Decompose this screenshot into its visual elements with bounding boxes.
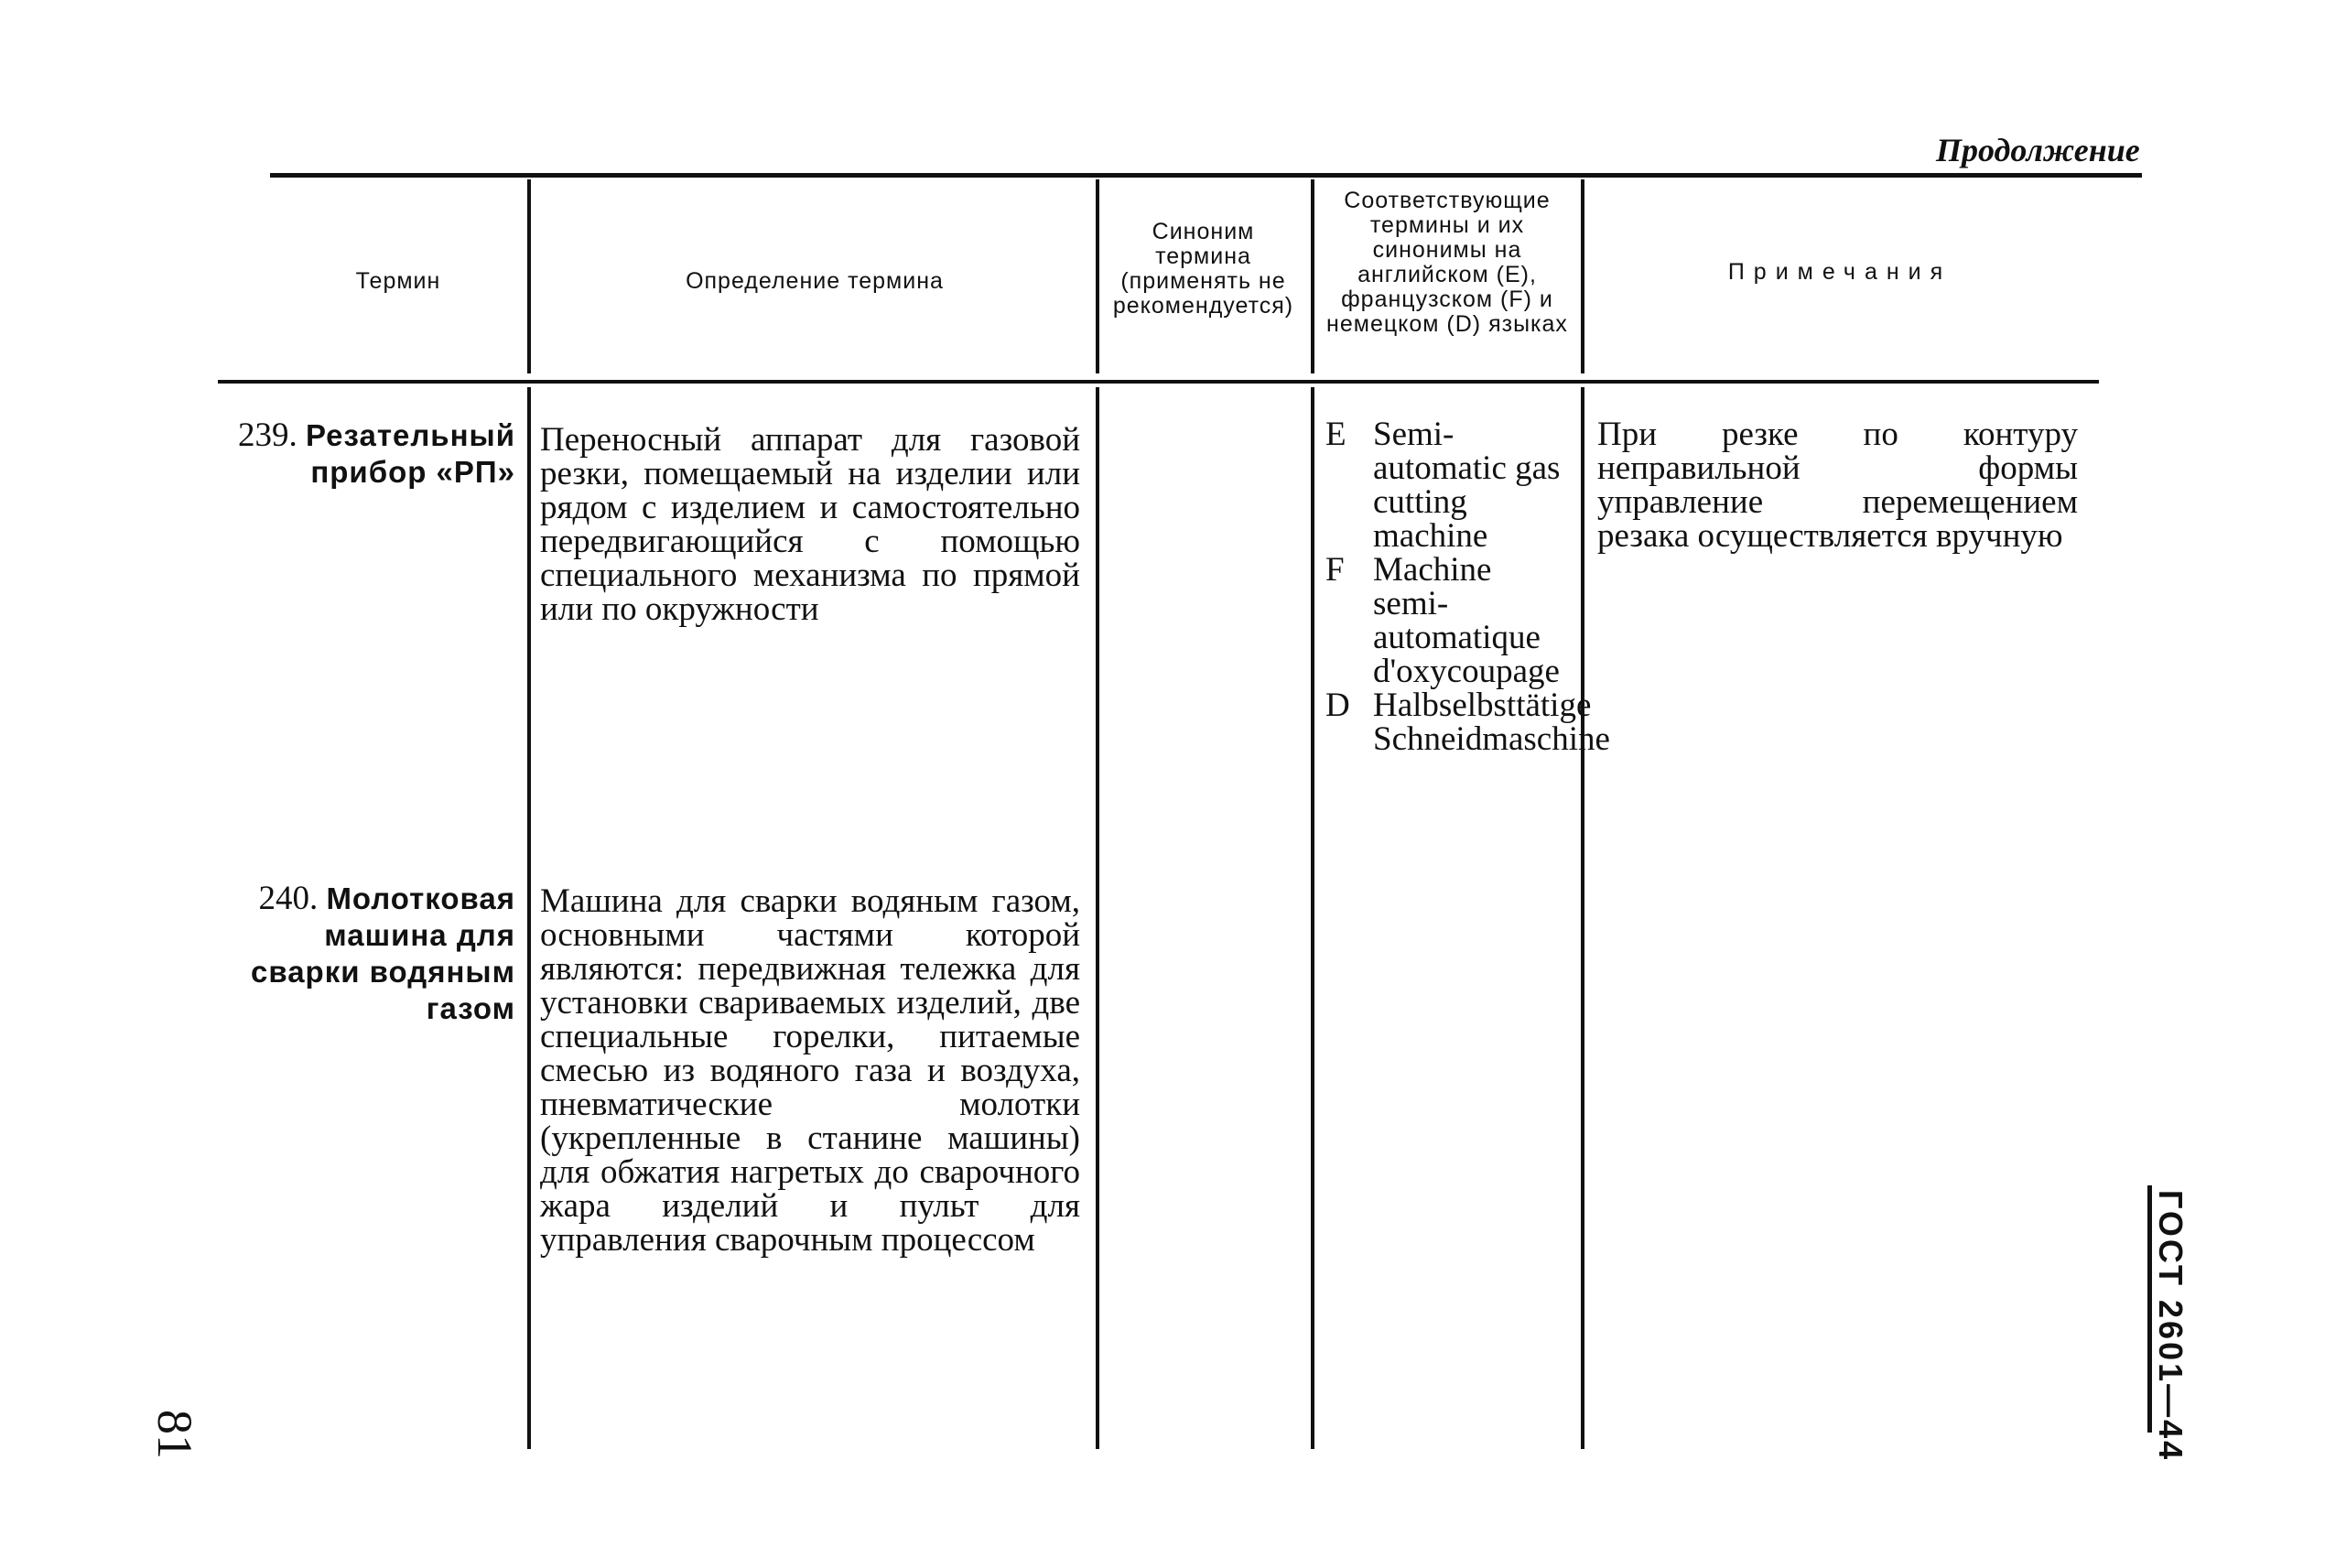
column-divider-3-body xyxy=(1311,387,1314,1449)
side-stamp-rule xyxy=(2147,1185,2152,1433)
column-divider-3 xyxy=(1311,179,1314,373)
term-number: 239. xyxy=(237,416,297,454)
column-divider-4 xyxy=(1581,179,1584,373)
page-number: 81 xyxy=(147,1410,202,1459)
term-number: 240. xyxy=(258,880,319,917)
term-239 xyxy=(218,417,515,491)
term-240 xyxy=(218,881,515,1027)
notes-239: При резке по контуру неправильной формы управление перемещением резака осуществляется вручную xyxy=(1597,416,2078,555)
equivalent-e: E Semi-automatic gas cutting machine xyxy=(1325,416,1561,555)
column-divider-2-body xyxy=(1096,387,1099,1449)
side-stamp: ГОСТ 2601—44 xyxy=(2152,1190,2190,1463)
column-divider-2 xyxy=(1096,179,1099,373)
header-definition: Определение термина xyxy=(686,268,944,294)
header-notes: Примечания xyxy=(1727,259,1952,285)
header-bottom-rule xyxy=(218,380,2099,384)
equivalent-f: F Machine semi-automatique d'oxycoupage xyxy=(1325,551,1560,690)
column-divider-1 xyxy=(527,179,531,373)
column-divider-4-body xyxy=(1581,387,1584,1449)
term-name: Резательный прибор «РП» xyxy=(305,418,515,489)
header-synonym: Синоним термина (применять не рекомендуется) xyxy=(1112,219,1294,319)
continuation-label: Продолжение xyxy=(1936,132,2140,168)
header-equivalents: Соответствующие термины и их синонимы на английском (E), французском (F) и немецком (D) языках xyxy=(1326,188,1568,337)
table-top-rule xyxy=(270,173,2142,178)
header-term: Термин xyxy=(355,268,441,294)
term-name: Молотковая машина для сварки водяным газом xyxy=(251,881,515,1025)
definition-240: Машина для сварки водяным газом, основными частями которой являются: передвижная тележка для установки свариваемых изделий, две специальные горелки, питаемые смесью из водяного газа и воздуха, пневматические молотки (укрепленные в станине машины) для обжатия нагретых до сварочного жара изделий и пульт для управления сварочным процессом xyxy=(540,882,1080,1259)
definition-239: Переносный аппарат для газовой резки, помещаемый на изделии или рядом с изделием и самостоятельно передвигающийся с помощью специального механизма по прямой или по окружности xyxy=(540,421,1080,628)
equivalents-239 xyxy=(1325,416,1610,758)
equivalent-d: D Halbselbsttätige Schneidmaschine xyxy=(1325,687,1610,758)
column-divider-1-body xyxy=(527,387,531,1449)
